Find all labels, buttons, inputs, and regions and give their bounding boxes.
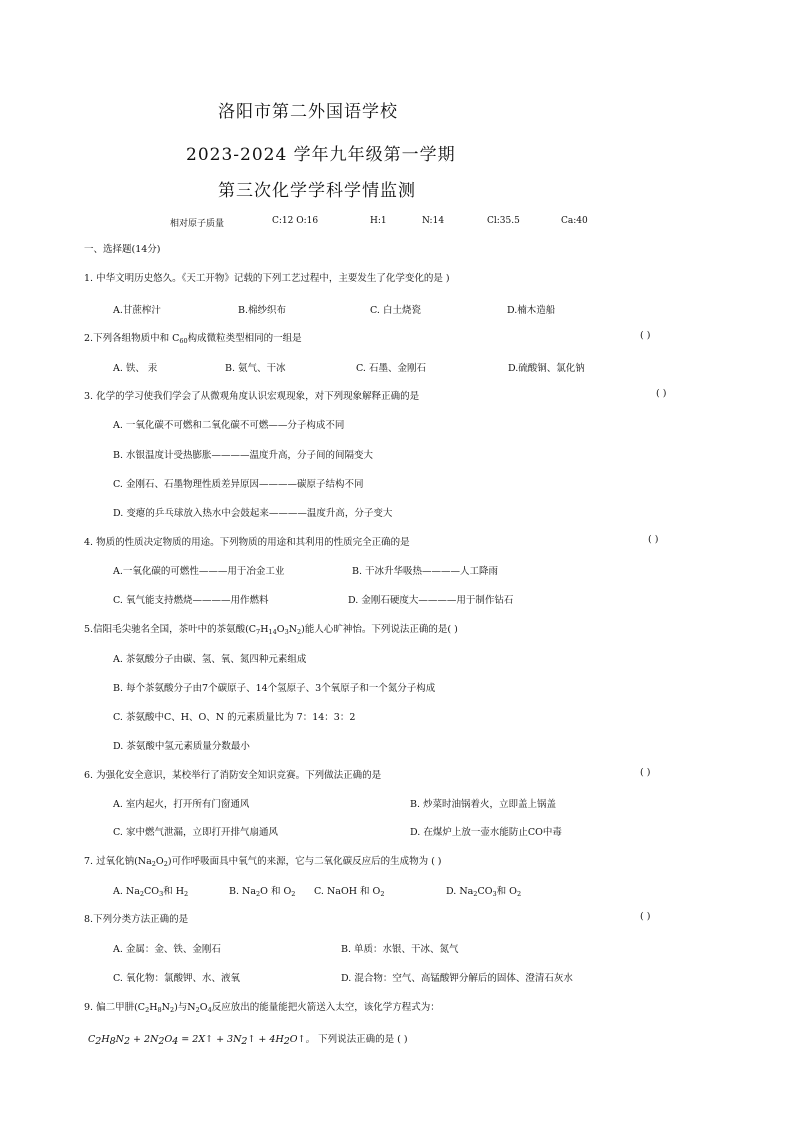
q4-option-a: A.一氧化碳的可燃性———用于冶金工业 (113, 566, 285, 577)
q7-option-a: A. $Na_2CO_3$和 $H_2$ (113, 886, 189, 898)
q4-answer-paren: ( ) (648, 534, 659, 545)
atomic-mass-cl: Cl:35.5 (487, 216, 520, 226)
q2-option-d: D.硫酸铜、氯化钠 (508, 363, 585, 374)
q1-option-b: B.棉纱织布 (238, 305, 287, 316)
q4-option-d: D. 金刚石硬度大————用于制作钻石 (348, 595, 514, 606)
q7-stem: 7. 过氧化钠$(Na_2O_2)$可作呼吸面具中氧气的来源，它与二氧化碳反应后的生成物为 ( ) (84, 856, 442, 868)
q7-option-b: B. $Na_2O$ 和 $O_2$ (229, 886, 296, 898)
q3-option-a: A. 一氧化碳不可燃和二氧化碳不可燃——分子构成不同 (113, 420, 345, 431)
q6-stem: 6. 为强化安全意识，某校举行了消防安全知识竞赛。下列做法正确的是 (84, 770, 382, 781)
q6-option-c: C. 家中燃气泄漏，立即打开排气扇通风 (113, 827, 278, 838)
q9-stem: 9. 偏二甲肼$(C_2H_8N_2)$与$N_2O_4$反应放出的能量能把火箭送入太空，该化学方程式为： (84, 1002, 440, 1014)
q6-option-b: B. 炒菜时油锅着火，立即盖上锅盖 (410, 799, 557, 810)
atomic-mass-n: N:14 (422, 216, 445, 226)
q2-option-a: A. 铁、 汞 (113, 363, 158, 374)
exam-title: 第三次化学学科学情监测 (218, 181, 416, 201)
q2-option-b: B. 氨气、干冰 (225, 363, 286, 374)
q6-option-a: A. 室内起火，打开所有门窗通风 (113, 799, 250, 810)
section-heading: 一、选择题(14分) (84, 244, 161, 255)
q4-option-c: C. 氧气能支持燃烧————用作燃料 (113, 595, 269, 606)
q3-answer-paren: ( ) (656, 388, 667, 399)
q3-option-b: B. 水银温度计受热膨胀————温度升高，分子间的间隔变大 (113, 450, 374, 461)
q8-option-c: C. 氧化物：氯酸钾、水、液氧 (113, 973, 240, 984)
atomic-mass-ca: Ca:40 (561, 216, 588, 226)
q2-stem: 2.下列各组物质中和 $C_{60}$构成微粒类型相同的一组是 (84, 333, 302, 345)
q4-stem: 4. 物质的性质决定物质的用途。下列物质的用途和其利用的性质完全正确的是 (84, 537, 410, 548)
q5-option-a: A. 茶氨酸分子由碳、氢、氧、氮四种元素组成 (113, 654, 307, 665)
q5-option-c: C. 茶氨酸中C、H、O、N 的元素质量比为 7：14：3：2 (113, 712, 356, 723)
q8-option-a: A. 金属：金、铁、金刚石 (113, 944, 221, 955)
q8-answer-paren: ( ) (640, 911, 651, 922)
q3-stem: 3. 化学的学习使我们学会了从微观角度认识宏观现象，对下列现象解释正确的是 (84, 391, 420, 402)
q6-answer-paren: ( ) (640, 767, 651, 778)
q1-option-a: A.甘蔗榨汁 (113, 305, 161, 316)
q5-option-b: B. 每个茶氨酸分子由7个碳原子、14个氢原子、3个氧原子和一个氮分子构成 (113, 683, 436, 694)
atomic-mass-c-o: C:12 O:16 (272, 216, 319, 226)
q1-option-d: D.楠木造船 (507, 305, 556, 316)
q4-option-b: B. 干冰升华吸热————人工降雨 (352, 566, 499, 577)
q8-stem: 8.下列分类方法正确的是 (84, 914, 189, 925)
q2-answer-paren: ( ) (640, 330, 651, 341)
q5-stem: 5.信阳毛尖驰名全国，茶叶中的茶氨酸$(C_7H_{14}O_3N_2)$能人心旷神怡。下列说法正确的是( ) (84, 624, 458, 636)
school-term: 2023-2024 学年九年级第一学期 (186, 145, 456, 165)
q8-option-d: D. 混合物：空气、高锰酸钾分解后的固体、澄清石灰水 (341, 973, 573, 984)
q1-stem: 1. 中华文明历史悠久。《天工开物》记载的下列工艺过程中，主要发生了化学变化的是 ) (84, 273, 450, 284)
q3-option-d: D. 变瘪的乒乓球放入热水中会鼓起来————温度升高，分子变大 (113, 508, 393, 519)
q1-option-c: C. 白土烧瓷 (370, 305, 421, 316)
q7-option-d: D. $Na_2CO_3$和 $O_2$ (446, 886, 522, 898)
q6-option-d: D. 在煤炉上放一壶水能防止CO中毒 (410, 827, 562, 838)
atomic-mass-label: 相对原子质量 (170, 219, 225, 229)
q9-equation: $C_2H_8N_2 + 2N_2O_4$ = 2X↑ + $3N_2↑$ + $4H_2O↑$。 下列说法正确的是 ( ) (88, 1034, 408, 1047)
q7-option-c: C. NaOH 和 $O_2$ (314, 886, 385, 898)
school-name: 洛阳市第二外国语学校 (218, 102, 398, 122)
q3-option-c: C. 金刚石、石墨物理性质差异原因————碳原子结构不同 (113, 479, 364, 490)
atomic-mass-h: H:1 (370, 216, 387, 226)
q5-option-d: D. 茶氨酸中氢元素质量分数最小 (113, 741, 250, 752)
q2-option-c: C. 石墨、金刚石 (356, 363, 426, 374)
q8-option-b: B. 单质：水银、干冰、氮气 (341, 944, 459, 955)
